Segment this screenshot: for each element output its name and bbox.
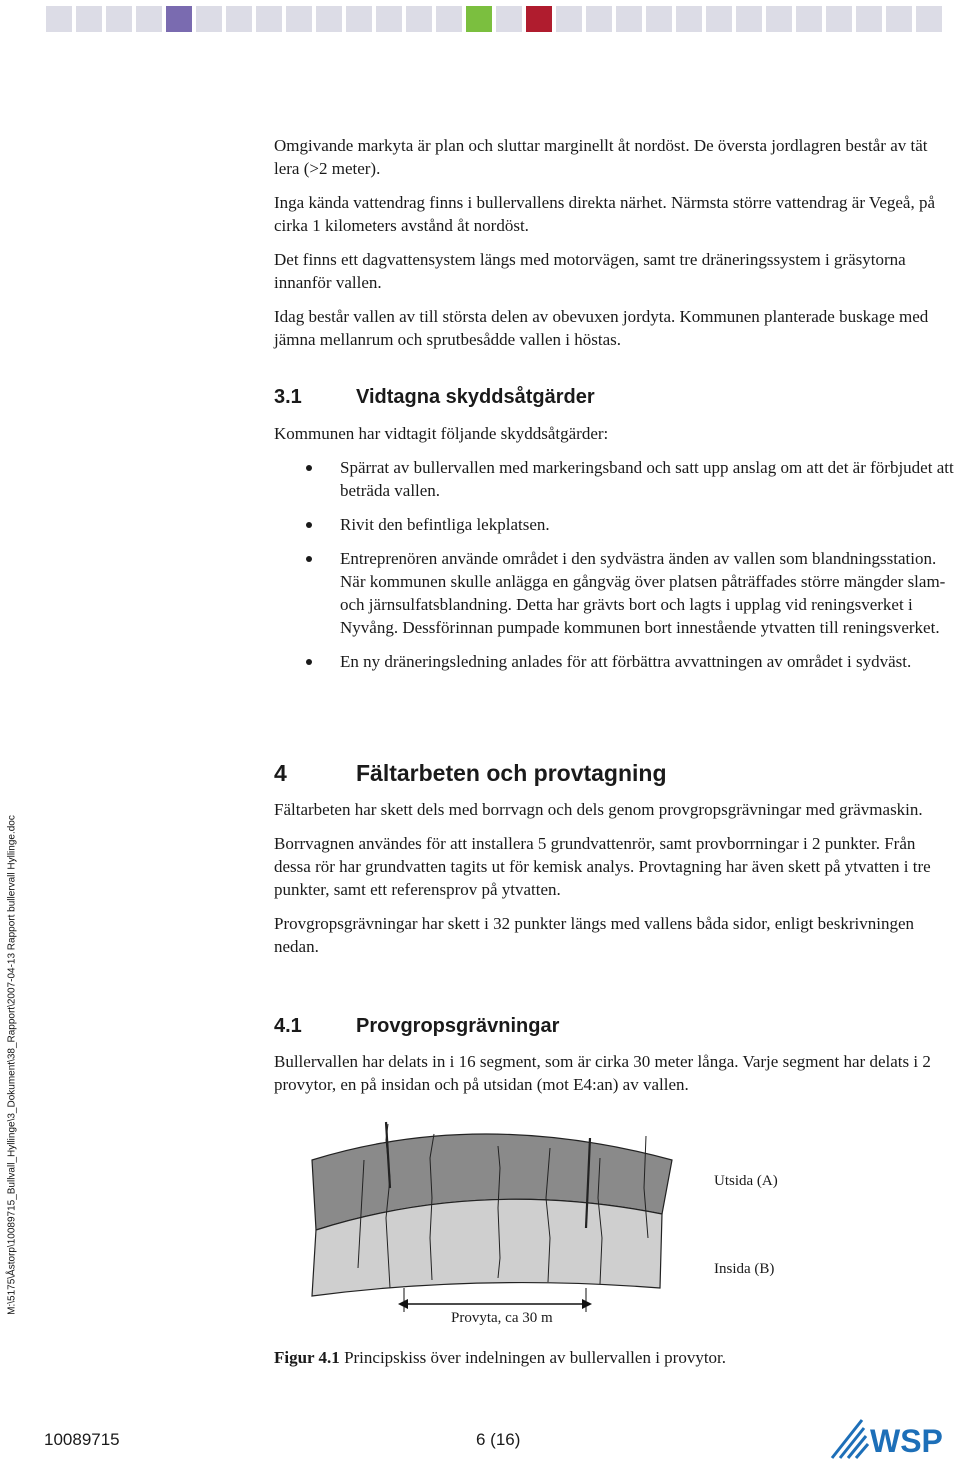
label-utsida: Utsida (A) xyxy=(714,1173,778,1189)
header-square xyxy=(316,6,342,32)
header-square xyxy=(46,6,72,32)
section-4-paragraph-2: Borrvagnen användes för att installera 5 grundvattenrör, samt provborrningar i 2 punkter. Från dessa rör har grundvatten tagits ut för kemisk analys. Provtagning har även skett på ytvatten i tre punkter, samt ett referensprov på ytvatten. xyxy=(274,834,931,899)
file-path-sidebar xyxy=(4,790,20,1340)
header-color-squares xyxy=(46,6,952,32)
list-item-text: Rivit den befintliga lekplatsen. xyxy=(340,515,550,534)
logo-mark-icon xyxy=(832,1420,868,1458)
bullet-icon xyxy=(306,465,312,471)
section-4-paragraph-1: Fältarbeten har skett dels med borrvagn och dels genom provgropsgrävningar med grävmaskin. xyxy=(274,800,923,819)
header-square xyxy=(886,6,912,32)
section-4-paragraph-3: Provgropsgrävningar har skett i 32 punkter längs med vallens båda sidor, enligt beskrivningen nedan. xyxy=(274,914,914,956)
bullet-icon xyxy=(306,556,312,562)
intro-paragraph-4: Idag består vallen av till största delen av obevuxen jordyta. Kommunen planterade buskage med jämna mellanrum och sprutbesådde vallen i höstas. xyxy=(274,307,929,349)
section-4-text xyxy=(274,798,954,958)
page-number: 6 (16) xyxy=(476,1430,521,1449)
heading-number: 4 xyxy=(274,760,287,786)
header-square xyxy=(586,6,612,32)
header-square xyxy=(646,6,672,32)
section-3-1-lead: Kommunen har vidtagit följande skyddsåtgärder: xyxy=(274,424,609,443)
header-square xyxy=(76,6,102,32)
header-square xyxy=(136,6,162,32)
header-square xyxy=(226,6,252,32)
intro-text xyxy=(274,134,954,351)
heading-number: 3.1 xyxy=(274,386,302,408)
arrow-head-right xyxy=(582,1299,592,1309)
header-square xyxy=(766,6,792,32)
caption-label: Figur 4.1 xyxy=(274,1348,340,1367)
intro-paragraph-1: Omgivande markyta är plan och sluttar marginellt åt nordöst. De översta jordlagren består av tät lera (>2 meter). xyxy=(274,136,928,178)
section-4-1-paragraph: Bullervallen har delats in i 16 segment, som är cirka 30 meter långa. Varje segment har delats i 2 provytor, en på insidan och på utsidan (mot E4:an) av vallen. xyxy=(274,1052,931,1094)
heading-3-1 xyxy=(274,386,595,409)
file-path: M:\5175\Åstorp\10089715_Bullvall_Hyllinge\3_Dokument\38_Rapport\2007-04-13 Rapport bullervall Hyllinge.doc xyxy=(6,815,18,1315)
bullet-icon xyxy=(306,659,312,665)
intro-paragraph-3: Det finns ett dagvattensystem längs med motorvägen, samt tre dräneringssystem i gräsytorna innanför vallen. xyxy=(274,250,906,292)
list-item-text: Entreprenören använde området i den sydvästra änden av vallen som blandningsstation. När kommunen skulle anlägga en gångväg över platsen påträffades större mängder slam- och järnsulfatsblandning. Detta har grävts bort och lagts i upplag vid reningsverket i Nyvång. Dessförinnan pumpade kommunen bort innestående ytvatten till reningsverket. xyxy=(340,549,946,637)
header-square xyxy=(376,6,402,32)
header-square xyxy=(556,6,582,32)
header-square xyxy=(406,6,432,32)
heading-number: 4.1 xyxy=(274,1015,302,1037)
list-item xyxy=(274,456,954,502)
label-provyta: Provyta, ca 30 m xyxy=(451,1310,553,1326)
header-square xyxy=(616,6,642,32)
header-square xyxy=(106,6,132,32)
doc-number: 10089715 xyxy=(44,1430,120,1449)
label-insida: Insida (B) xyxy=(714,1261,775,1277)
segment-diagram xyxy=(300,1118,700,1336)
measures-list xyxy=(274,456,954,673)
caption-text: Principskiss över indelningen av bullervallen i provytor. xyxy=(344,1348,727,1367)
header-square xyxy=(856,6,882,32)
list-item xyxy=(274,547,954,639)
logo-text: WSP xyxy=(870,1423,943,1459)
header-square xyxy=(196,6,222,32)
heading-title: Fältarbeten och provtagning xyxy=(356,760,667,786)
header-square xyxy=(796,6,822,32)
header-square xyxy=(166,6,192,32)
header-square xyxy=(256,6,282,32)
header-square xyxy=(706,6,732,32)
header-square xyxy=(736,6,762,32)
heading-title: Vidtagna skyddsåtgärder xyxy=(356,386,595,408)
list-item xyxy=(274,513,954,536)
header-square xyxy=(676,6,702,32)
header-square xyxy=(436,6,462,32)
heading-4-1 xyxy=(274,1015,559,1038)
wsp-logo xyxy=(828,1414,958,1462)
arrow-head-left xyxy=(398,1299,408,1309)
header-square xyxy=(916,6,942,32)
header-square xyxy=(286,6,312,32)
header-square xyxy=(826,6,852,32)
header-square xyxy=(346,6,372,32)
list-item xyxy=(274,650,954,673)
heading-4 xyxy=(274,760,667,787)
header-square xyxy=(496,6,522,32)
bullet-icon xyxy=(306,522,312,528)
list-item-text: En ny dräneringsledning anlades för att förbättra avvattningen av området i sydväst. xyxy=(340,652,912,671)
header-square xyxy=(466,6,492,32)
figure-caption xyxy=(274,1348,726,1368)
heading-title: Provgropsgrävningar xyxy=(356,1015,560,1037)
header-square xyxy=(526,6,552,32)
intro-paragraph-2: Inga kända vattendrag finns i bullervallens direkta närhet. Närmsta större vattendrag är Vegeå, på cirka 1 kilometers avstånd åt nordöst. xyxy=(274,193,936,235)
list-item-text: Spärrat av bullervallen med markeringsband och satt upp anslag om att det är förbjudet att beträda vallen. xyxy=(340,458,954,500)
